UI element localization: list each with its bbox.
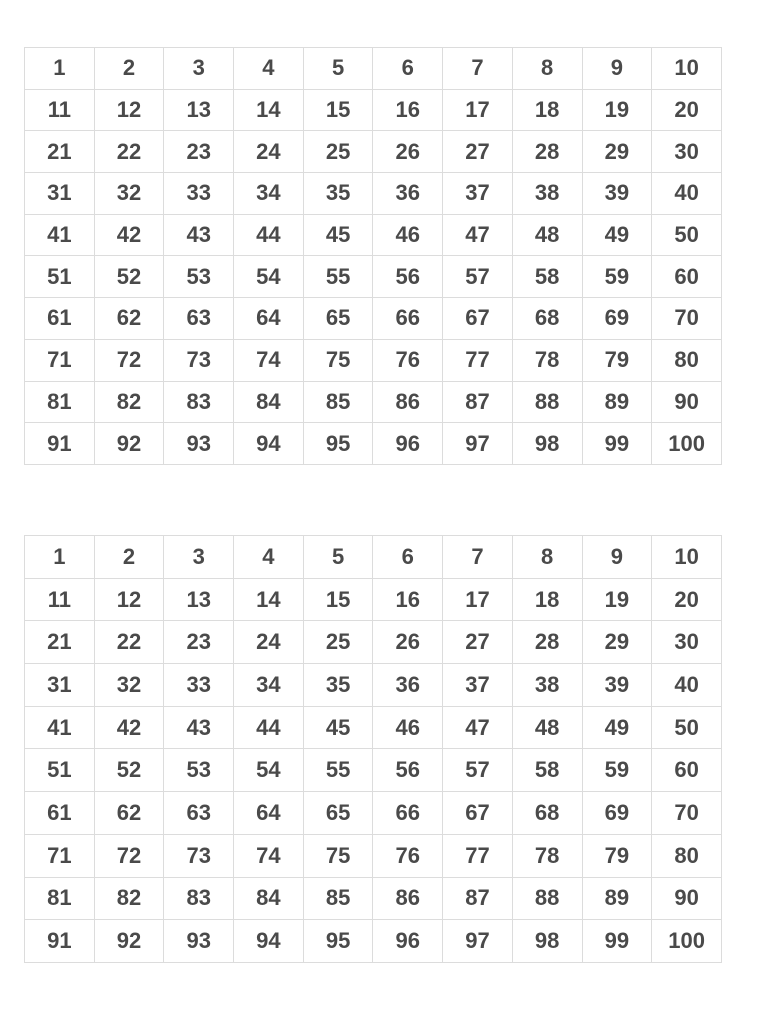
number-cell: 7 bbox=[443, 48, 513, 90]
number-cell: 21 bbox=[25, 621, 95, 664]
number-cell: 40 bbox=[652, 173, 722, 215]
table-row bbox=[25, 48, 722, 90]
table-row bbox=[25, 621, 722, 664]
number-cell: 35 bbox=[303, 664, 373, 707]
number-cell: 25 bbox=[303, 621, 373, 664]
number-cell: 47 bbox=[443, 706, 513, 749]
number-cell: 45 bbox=[303, 706, 373, 749]
number-cell: 28 bbox=[512, 131, 582, 173]
table-row bbox=[25, 877, 722, 920]
number-cell: 14 bbox=[234, 578, 304, 621]
number-cell: 63 bbox=[164, 792, 234, 835]
number-cell: 13 bbox=[164, 578, 234, 621]
number-cell: 12 bbox=[94, 89, 164, 131]
number-cell: 89 bbox=[582, 877, 652, 920]
number-cell: 47 bbox=[443, 214, 513, 256]
number-cell: 28 bbox=[512, 621, 582, 664]
number-cell: 32 bbox=[94, 173, 164, 215]
number-cell: 13 bbox=[164, 89, 234, 131]
number-cell: 1 bbox=[25, 48, 95, 90]
number-cell: 36 bbox=[373, 664, 443, 707]
number-cell: 17 bbox=[443, 578, 513, 621]
number-cell: 42 bbox=[94, 214, 164, 256]
number-cell: 23 bbox=[164, 131, 234, 173]
number-cell: 70 bbox=[652, 298, 722, 340]
number-cell: 62 bbox=[94, 792, 164, 835]
number-cell: 42 bbox=[94, 706, 164, 749]
number-cell: 85 bbox=[303, 381, 373, 423]
number-cell: 34 bbox=[234, 664, 304, 707]
number-cell: 73 bbox=[164, 339, 234, 381]
number-cell: 10 bbox=[652, 48, 722, 90]
number-cell: 45 bbox=[303, 214, 373, 256]
number-cell: 54 bbox=[234, 256, 304, 298]
number-cell: 92 bbox=[94, 920, 164, 963]
table-row bbox=[25, 536, 722, 579]
number-cell: 41 bbox=[25, 214, 95, 256]
number-cell: 81 bbox=[25, 381, 95, 423]
number-cell: 83 bbox=[164, 877, 234, 920]
number-cell: 85 bbox=[303, 877, 373, 920]
number-cell: 77 bbox=[443, 339, 513, 381]
number-cell: 59 bbox=[582, 256, 652, 298]
number-cell: 3 bbox=[164, 48, 234, 90]
number-cell: 71 bbox=[25, 339, 95, 381]
number-cell: 63 bbox=[164, 298, 234, 340]
number-cell: 76 bbox=[373, 339, 443, 381]
number-cell: 67 bbox=[443, 792, 513, 835]
number-cell: 16 bbox=[373, 578, 443, 621]
number-cell: 39 bbox=[582, 664, 652, 707]
number-cell: 68 bbox=[512, 792, 582, 835]
number-cell: 21 bbox=[25, 131, 95, 173]
number-cell: 9 bbox=[582, 536, 652, 579]
table-row bbox=[25, 173, 722, 215]
number-cell: 80 bbox=[652, 339, 722, 381]
number-cell: 27 bbox=[443, 621, 513, 664]
number-cell: 79 bbox=[582, 339, 652, 381]
table-row bbox=[25, 706, 722, 749]
number-cell: 44 bbox=[234, 706, 304, 749]
number-cell: 52 bbox=[94, 749, 164, 792]
number-cell: 3 bbox=[164, 536, 234, 579]
table-row bbox=[25, 834, 722, 877]
number-cell: 61 bbox=[25, 298, 95, 340]
number-cell: 71 bbox=[25, 834, 95, 877]
number-cell: 30 bbox=[652, 621, 722, 664]
number-cell: 83 bbox=[164, 381, 234, 423]
number-cell: 95 bbox=[303, 423, 373, 465]
number-cell: 18 bbox=[512, 89, 582, 131]
number-cell: 93 bbox=[164, 920, 234, 963]
number-cell: 49 bbox=[582, 214, 652, 256]
number-cell: 68 bbox=[512, 298, 582, 340]
number-cell: 7 bbox=[443, 536, 513, 579]
number-cell: 99 bbox=[582, 423, 652, 465]
number-cell: 37 bbox=[443, 173, 513, 215]
number-cell: 27 bbox=[443, 131, 513, 173]
table-row bbox=[25, 89, 722, 131]
number-cell: 90 bbox=[652, 877, 722, 920]
number-cell: 58 bbox=[512, 256, 582, 298]
number-cell: 1 bbox=[25, 536, 95, 579]
number-cell: 33 bbox=[164, 664, 234, 707]
number-cell: 91 bbox=[25, 423, 95, 465]
number-cell: 49 bbox=[582, 706, 652, 749]
number-cell: 97 bbox=[443, 920, 513, 963]
number-cell: 93 bbox=[164, 423, 234, 465]
number-cell: 86 bbox=[373, 877, 443, 920]
number-cell: 96 bbox=[373, 423, 443, 465]
number-cell: 64 bbox=[234, 298, 304, 340]
number-cell: 69 bbox=[582, 792, 652, 835]
number-cell: 19 bbox=[582, 89, 652, 131]
table-row bbox=[25, 423, 722, 465]
number-cell: 82 bbox=[94, 877, 164, 920]
number-cell: 5 bbox=[303, 48, 373, 90]
table-row bbox=[25, 792, 722, 835]
number-cell: 62 bbox=[94, 298, 164, 340]
number-cell: 8 bbox=[512, 48, 582, 90]
number-cell: 16 bbox=[373, 89, 443, 131]
table-row bbox=[25, 256, 722, 298]
number-cell: 100 bbox=[652, 920, 722, 963]
number-cell: 98 bbox=[512, 920, 582, 963]
number-cell: 91 bbox=[25, 920, 95, 963]
number-cell: 9 bbox=[582, 48, 652, 90]
number-cell: 55 bbox=[303, 749, 373, 792]
number-cell: 35 bbox=[303, 173, 373, 215]
number-cell: 89 bbox=[582, 381, 652, 423]
number-cell: 2 bbox=[94, 48, 164, 90]
number-cell: 56 bbox=[373, 749, 443, 792]
number-cell: 77 bbox=[443, 834, 513, 877]
number-cell: 79 bbox=[582, 834, 652, 877]
number-cell: 78 bbox=[512, 834, 582, 877]
number-cell: 88 bbox=[512, 877, 582, 920]
number-cell: 74 bbox=[234, 834, 304, 877]
number-cell: 19 bbox=[582, 578, 652, 621]
table-row bbox=[25, 578, 722, 621]
number-cell: 54 bbox=[234, 749, 304, 792]
number-cell: 8 bbox=[512, 536, 582, 579]
number-cell: 75 bbox=[303, 339, 373, 381]
number-cell: 46 bbox=[373, 706, 443, 749]
number-cell: 90 bbox=[652, 381, 722, 423]
number-cell: 69 bbox=[582, 298, 652, 340]
number-cell: 82 bbox=[94, 381, 164, 423]
number-cell: 26 bbox=[373, 621, 443, 664]
number-cell: 66 bbox=[373, 298, 443, 340]
number-cell: 88 bbox=[512, 381, 582, 423]
number-cell: 100 bbox=[652, 423, 722, 465]
number-cell: 41 bbox=[25, 706, 95, 749]
number-cell: 20 bbox=[652, 89, 722, 131]
number-cell: 44 bbox=[234, 214, 304, 256]
number-cell: 53 bbox=[164, 256, 234, 298]
number-cell: 2 bbox=[94, 536, 164, 579]
number-cell: 26 bbox=[373, 131, 443, 173]
number-cell: 60 bbox=[652, 749, 722, 792]
number-cell: 14 bbox=[234, 89, 304, 131]
number-cell: 24 bbox=[234, 621, 304, 664]
number-cell: 61 bbox=[25, 792, 95, 835]
number-cell: 51 bbox=[25, 749, 95, 792]
number-cell: 70 bbox=[652, 792, 722, 835]
number-cell: 37 bbox=[443, 664, 513, 707]
number-cell: 60 bbox=[652, 256, 722, 298]
hundred-chart-table bbox=[24, 535, 722, 963]
number-cell: 15 bbox=[303, 89, 373, 131]
number-cell: 22 bbox=[94, 131, 164, 173]
number-cell: 75 bbox=[303, 834, 373, 877]
number-cell: 66 bbox=[373, 792, 443, 835]
hundred-chart-bottom bbox=[24, 535, 722, 963]
number-cell: 64 bbox=[234, 792, 304, 835]
number-cell: 97 bbox=[443, 423, 513, 465]
number-cell: 80 bbox=[652, 834, 722, 877]
number-cell: 17 bbox=[443, 89, 513, 131]
number-cell: 87 bbox=[443, 381, 513, 423]
hundred-chart-top bbox=[24, 47, 722, 465]
number-cell: 12 bbox=[94, 578, 164, 621]
number-cell: 6 bbox=[373, 536, 443, 579]
number-cell: 56 bbox=[373, 256, 443, 298]
number-cell: 76 bbox=[373, 834, 443, 877]
number-cell: 48 bbox=[512, 214, 582, 256]
number-cell: 43 bbox=[164, 214, 234, 256]
number-cell: 22 bbox=[94, 621, 164, 664]
table-row bbox=[25, 131, 722, 173]
number-cell: 51 bbox=[25, 256, 95, 298]
number-cell: 36 bbox=[373, 173, 443, 215]
number-cell: 25 bbox=[303, 131, 373, 173]
number-cell: 32 bbox=[94, 664, 164, 707]
table-row bbox=[25, 339, 722, 381]
number-cell: 72 bbox=[94, 834, 164, 877]
table-row bbox=[25, 214, 722, 256]
number-cell: 65 bbox=[303, 792, 373, 835]
number-cell: 81 bbox=[25, 877, 95, 920]
number-cell: 43 bbox=[164, 706, 234, 749]
number-cell: 65 bbox=[303, 298, 373, 340]
number-cell: 92 bbox=[94, 423, 164, 465]
number-cell: 96 bbox=[373, 920, 443, 963]
number-cell: 29 bbox=[582, 621, 652, 664]
number-cell: 74 bbox=[234, 339, 304, 381]
table-row bbox=[25, 920, 722, 963]
table-row bbox=[25, 749, 722, 792]
number-cell: 50 bbox=[652, 706, 722, 749]
number-cell: 6 bbox=[373, 48, 443, 90]
number-cell: 52 bbox=[94, 256, 164, 298]
number-cell: 4 bbox=[234, 48, 304, 90]
number-cell: 5 bbox=[303, 536, 373, 579]
number-cell: 57 bbox=[443, 749, 513, 792]
number-cell: 50 bbox=[652, 214, 722, 256]
number-cell: 95 bbox=[303, 920, 373, 963]
number-cell: 78 bbox=[512, 339, 582, 381]
number-cell: 39 bbox=[582, 173, 652, 215]
number-cell: 10 bbox=[652, 536, 722, 579]
number-cell: 84 bbox=[234, 381, 304, 423]
number-cell: 55 bbox=[303, 256, 373, 298]
number-cell: 4 bbox=[234, 536, 304, 579]
number-cell: 31 bbox=[25, 664, 95, 707]
number-cell: 29 bbox=[582, 131, 652, 173]
hundred-chart-table bbox=[24, 47, 722, 465]
number-cell: 59 bbox=[582, 749, 652, 792]
number-cell: 30 bbox=[652, 131, 722, 173]
number-cell: 57 bbox=[443, 256, 513, 298]
number-cell: 98 bbox=[512, 423, 582, 465]
number-cell: 38 bbox=[512, 173, 582, 215]
table-row bbox=[25, 664, 722, 707]
number-cell: 73 bbox=[164, 834, 234, 877]
table-row bbox=[25, 381, 722, 423]
table-row bbox=[25, 298, 722, 340]
number-cell: 31 bbox=[25, 173, 95, 215]
number-cell: 40 bbox=[652, 664, 722, 707]
number-cell: 23 bbox=[164, 621, 234, 664]
number-cell: 38 bbox=[512, 664, 582, 707]
number-cell: 86 bbox=[373, 381, 443, 423]
number-cell: 20 bbox=[652, 578, 722, 621]
number-cell: 94 bbox=[234, 920, 304, 963]
number-cell: 58 bbox=[512, 749, 582, 792]
number-cell: 11 bbox=[25, 578, 95, 621]
number-cell: 33 bbox=[164, 173, 234, 215]
number-cell: 87 bbox=[443, 877, 513, 920]
number-cell: 11 bbox=[25, 89, 95, 131]
number-cell: 53 bbox=[164, 749, 234, 792]
number-cell: 67 bbox=[443, 298, 513, 340]
number-cell: 84 bbox=[234, 877, 304, 920]
number-cell: 94 bbox=[234, 423, 304, 465]
number-cell: 24 bbox=[234, 131, 304, 173]
number-cell: 15 bbox=[303, 578, 373, 621]
number-cell: 48 bbox=[512, 706, 582, 749]
number-cell: 99 bbox=[582, 920, 652, 963]
number-cell: 34 bbox=[234, 173, 304, 215]
number-cell: 72 bbox=[94, 339, 164, 381]
number-cell: 46 bbox=[373, 214, 443, 256]
number-cell: 18 bbox=[512, 578, 582, 621]
